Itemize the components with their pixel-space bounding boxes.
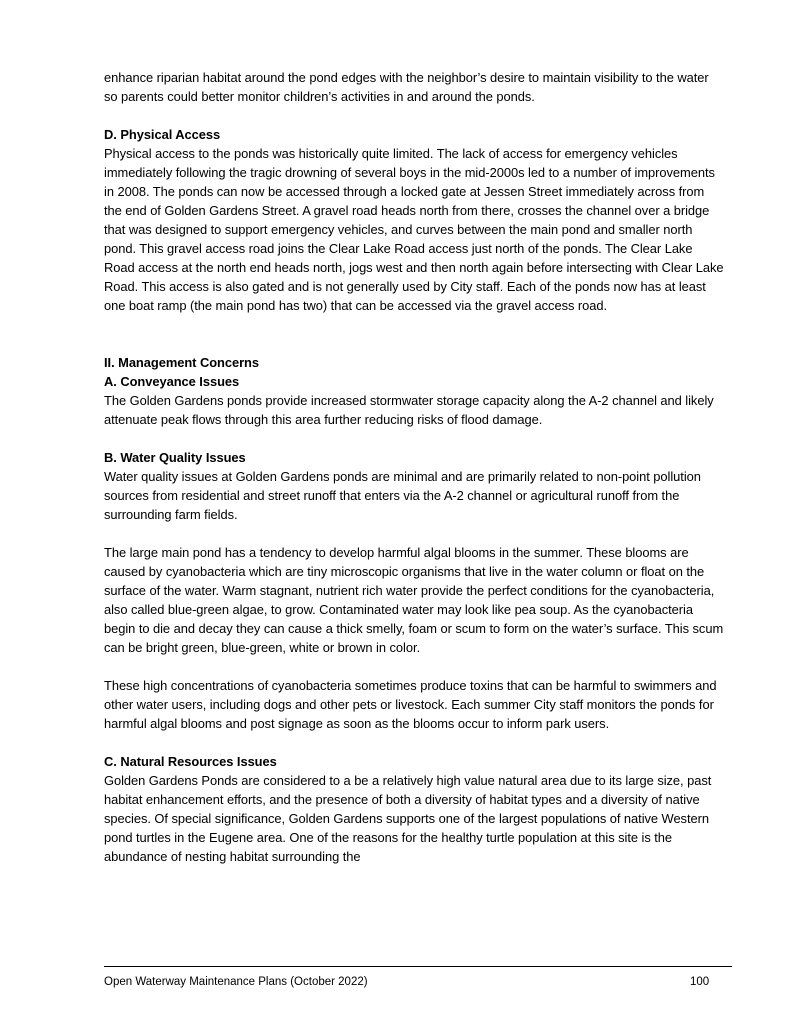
conveyance-issues-paragraph: The Golden Gardens ponds provide increased stormwater storage capacity along the A-2 channel and likely attenuate peak flows through this area further reducing risks of flood damage. bbox=[104, 393, 714, 427]
intro-paragraph: enhance riparian habitat around the pond edges with the neighbor’s desire to maintain visibility to the water so parents could better monitor children’s activities in and around the ponds. bbox=[104, 70, 709, 104]
document-page bbox=[104, 68, 724, 866]
spacer bbox=[104, 106, 724, 125]
water-quality-paragraph-1: Water quality issues at Golden Gardens ponds are minimal and are primarily related to non-point pollution sources from residential and street runoff that enters via the A-2 channel or agricultural runoff from the surrounding farm fields. bbox=[104, 469, 701, 522]
spacer bbox=[104, 733, 724, 752]
spacer bbox=[104, 429, 724, 448]
water-quality-heading: B. Water Quality Issues bbox=[104, 450, 246, 465]
natural-resources-paragraph: Golden Gardens Ponds are considered to a be a relatively high value natural area due to its large size, past habitat enhancement efforts, and the presence of both a diversity of habitat types and a diversity of native species. Of special significance, Golden Gardens supports one of the largest populations of native Western pond turtles in the Eugene area. One of the reasons for the healthy turtle population at this site is the abundance of nesting habitat surrounding the bbox=[104, 773, 712, 864]
natural-resources-heading: C. Natural Resources Issues bbox=[104, 754, 277, 769]
footer-document-title: Open Waterway Maintenance Plans (October 2022) bbox=[104, 976, 368, 988]
physical-access-paragraph: Physical access to the ponds was historically quite limited. The lack of access for emergency vehicles immediately following the tragic drowning of several boys in the mid-2000s led to a number of improvements in 2008. The ponds can now be accessed through a locked gate at Jessen Street immediately across from the end of Golden Gardens Street. A gravel road heads north from there, crosses the channel over a bridge that was designed to support emergency vehicles, and curves between the main pond and smaller north pond. This gravel access road joins the Clear Lake Road access just north of the ponds. The Clear Lake Road access at the north end heads north, jogs west and then north again before intersecting with Clear Lake Road. This access is also gated and is not generally used by City staff. Each of the ponds now has at least one boat ramp (the main pond has two) that can be accessed via the gravel access road. bbox=[104, 146, 724, 313]
water-quality-paragraph-2: The large main pond has a tendency to develop harmful algal blooms in the summer. These blooms are caused by cyanobacteria which are tiny microscopic organisms that live in the water column or float on the surface of the water. Warm stagnant, nutrient rich water provide the perfect conditions for the cyanobacteria, also called blue-green algae, to grow. Contaminated water may look like pea soup. As the cyanobacteria begin to die and decay they can cause a thick smelly, foam or scum to form on the water’s surface. This scum can be bright green, blue-green, white or brown in color. bbox=[104, 545, 724, 655]
water-quality-paragraph-3: These high concentrations of cyanobacteria sometimes produce toxins that can be harmful to swimmers and other water users, including dogs and other pets or livestock. Each summer City staff monitors the ponds for harmful algal blooms and post signage as soon as the blooms occur to inform park users. bbox=[104, 678, 717, 731]
physical-access-heading: D. Physical Access bbox=[104, 127, 221, 142]
spacer bbox=[104, 315, 724, 353]
spacer bbox=[104, 657, 724, 676]
management-concerns-heading: II. Management Concerns bbox=[104, 355, 260, 370]
spacer bbox=[104, 524, 724, 543]
footer-page-number: 100 bbox=[690, 976, 710, 988]
footer-divider bbox=[104, 966, 732, 967]
conveyance-issues-heading: A. Conveyance Issues bbox=[104, 374, 240, 389]
